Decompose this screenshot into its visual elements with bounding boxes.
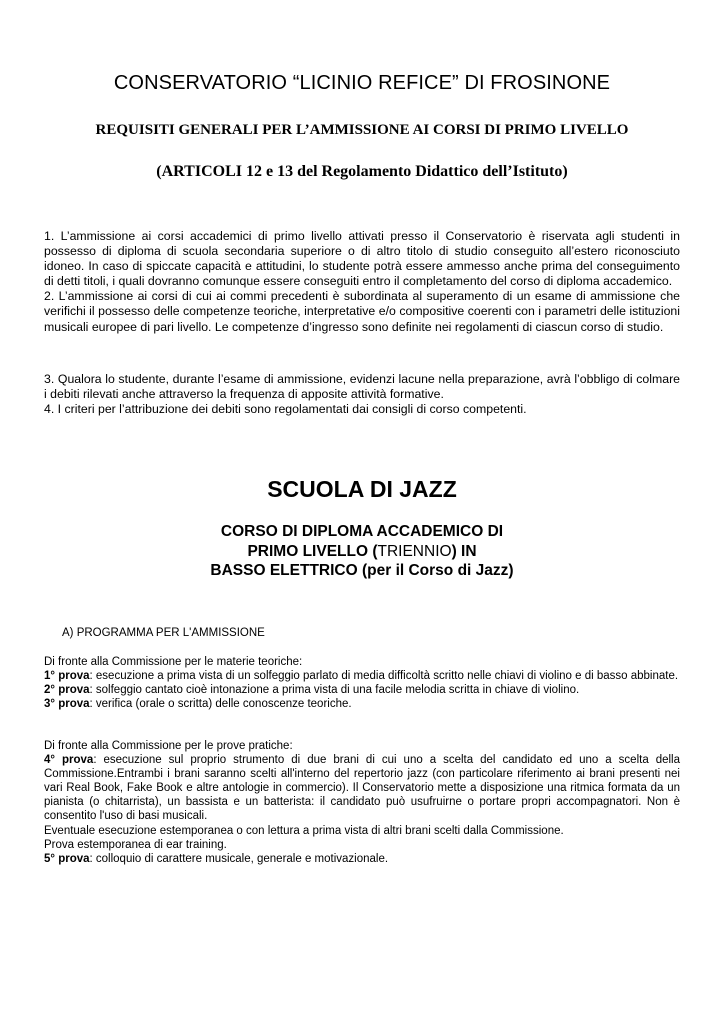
course-type: TRIENNIO bbox=[377, 542, 452, 560]
articles-subtitle: (ARTICOLI 12 e 13 del Regolamento Didattico dell’Istituto) bbox=[156, 163, 568, 180]
extra-note-2: Prova estemporanea di ear training. bbox=[44, 838, 227, 851]
course-title-line-3: BASSO ELETTRICO (per il Corso di Jazz) bbox=[210, 562, 514, 579]
course-title bbox=[0, 522, 724, 581]
general-requirements-block bbox=[44, 229, 680, 335]
test-item-4: 4° prova: esecuzione sul proprio strumento di due brani di cui uno a scelta del candidato ed uno a scelta della Commissione.Entrambi i brani saranno scelti all'interno del repertorio jazz (con particolare riferimento ai brani presenti nei vari Real Book, Fake Book e altre antologie in commercio). Il Conservatorio mette a disposizione una ritmica formata da un pianista (o chitarrista), un bassista e un batterista: il candidato può usufruirne o portare propri accompagnatori. Non è consentito l'uso di basi musicali. bbox=[44, 754, 680, 823]
general-requirements-block-2 bbox=[44, 372, 680, 417]
extra-note-1: Eventuale esecuzione estemporanea o con lettura a prima vista di altri brani scelti dalla Commissione. bbox=[44, 824, 564, 837]
requirement-item-1: 1. L’ammissione ai corsi accademici di primo livello attivati presso il Conservatorio è riservata agli studenti in possesso di diploma di scuola secondaria superiore o di altro titolo di studio conseguito all’estero riconosciuto idoneo. In caso di spiccate capacità e attitudini, lo studente potrà essere ammesso anche prima del conseguimento di detti titoli, i quali dovranno comunque essere conseguiti entro il completamento del corso di diploma accademico. bbox=[44, 229, 680, 289]
program-heading: A) PROGRAMMA PER L'AMMISSIONE bbox=[62, 627, 265, 639]
course-title-line-1: CORSO DI DIPLOMA ACCADEMICO DI bbox=[220, 523, 504, 540]
test-item-3: 3° prova: verifica (orale o scritta) delle conoscenze teoriche. bbox=[44, 698, 352, 711]
practical-intro: Di fronte alla Commissione per le prove pratiche: bbox=[44, 740, 293, 752]
theory-intro: Di fronte alla Commissione per le materie teoriche: bbox=[44, 656, 303, 668]
requirement-item-3: 3. Qualora lo studente, durante l’esame di ammissione, evidenzi lacune nella preparazione, avrà l’obbligo di colmare i debiti rilevati anche attraverso la frequenza di apposite attività formative. bbox=[44, 372, 680, 402]
theory-tests-block bbox=[44, 655, 680, 711]
practical-tests-block bbox=[44, 739, 680, 866]
test-item-2: 2° prova: solfeggio cantato cioè intonazione a prima vista di una facile melodia scritta in chiave di violino. bbox=[44, 684, 580, 697]
school-title: SCUOLA DI JAZZ bbox=[267, 476, 457, 502]
test-item-1: 1° prova: esecuzione a prima vista di un solfeggio parlato di media difficoltà scritto nelle chiavi di violino e di basso abbinate. bbox=[44, 670, 679, 683]
course-title-line-2: PRIMO LIVELLO (TRIENNIO) IN bbox=[247, 542, 477, 560]
requirement-item-4: 4. I criteri per l’attribuzione dei debiti sono regolamentati dai consigli di corso competenti. bbox=[44, 402, 527, 417]
requirement-item-2: 2. L’ammissione ai corsi di cui ai commi precedenti è subordinata al superamento di un esame di ammissione che verifichi il possesso delle competenze teoriche, interpretative e/o compositive coerenti con i parametri delle istituzioni musicali europee di pari livello. Le competenze d’ingresso sono definite nei regolamenti di ciascun corso di studio. bbox=[44, 289, 680, 334]
test-item-5: 5° prova: colloquio di carattere musicale, generale e motivazionale. bbox=[44, 852, 389, 865]
requirements-title: REQUISITI GENERALI PER L’AMMISSIONE AI CORSI DI PRIMO LIVELLO bbox=[95, 122, 629, 138]
institution-title: CONSERVATORIO “LICINIO REFICE” DI FROSINONE bbox=[113, 72, 611, 94]
